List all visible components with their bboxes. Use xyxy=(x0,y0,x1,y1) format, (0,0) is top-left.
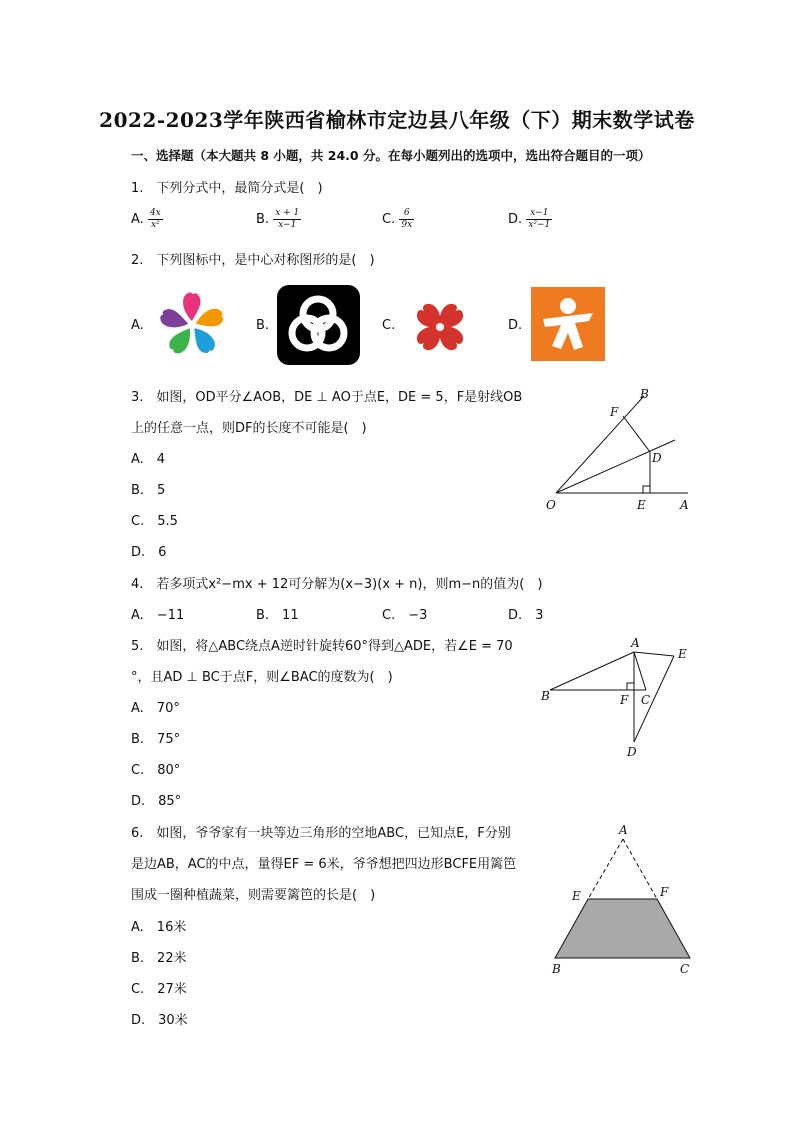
q5-option-c[interactable]: C. 80° xyxy=(131,763,181,778)
q3-option-c[interactable]: C. 5.5 xyxy=(131,514,178,529)
fraction: $\frac{4x}{\text{x²}}$ xyxy=(149,208,161,230)
label-f: F xyxy=(660,885,669,899)
q3-figure xyxy=(540,382,700,521)
q6-option-d[interactable]: D. 30米 xyxy=(131,1013,188,1028)
label-a: A xyxy=(631,636,640,650)
fraction: $\frac{6}{9x}$ xyxy=(401,208,413,230)
q3-option-b[interactable]: B. 5 xyxy=(131,483,166,498)
hearts-flower-icon xyxy=(153,288,231,366)
q1-option-b[interactable]: B. $\frac{x + 1}{x-1}$ xyxy=(256,208,300,230)
q4-stem: 4. 若多项式x²−mx + 12可分解为(x−3)(x + n)，则m−n的值为( ) xyxy=(131,577,543,592)
q5-figure xyxy=(538,632,698,766)
q1-option-a[interactable]: A. $\frac{4x}{\text{x²}}$ xyxy=(131,208,161,230)
label-e: E xyxy=(572,889,581,903)
q5-stem-line2: °，且AD ⊥ BC于点F，则∠BAC的度数为( ) xyxy=(131,670,393,685)
q1-option-c[interactable]: C. $\frac{6}{9x}$ xyxy=(382,208,413,230)
label-d: D xyxy=(627,745,637,759)
q6-stem-line3: 围成一圈种植蔬菜，则需要篱笆的长是( ) xyxy=(131,888,376,903)
label-b: B xyxy=(640,387,649,401)
q2-option-c-label[interactable]: C. xyxy=(382,318,396,333)
q2-stem: 2. 下列图标中，是中心对称图形的是( ) xyxy=(131,253,375,268)
q5-option-b[interactable]: B. 75° xyxy=(131,732,181,747)
q4-option-d[interactable]: D. 3 xyxy=(508,608,544,623)
label-d: D xyxy=(652,451,662,465)
label-c: C xyxy=(641,693,651,707)
q6-option-a[interactable]: A. 16米 xyxy=(131,920,187,935)
label-b: B xyxy=(541,689,550,703)
four-hearts-icon xyxy=(403,290,477,368)
q4-option-b[interactable]: B. 11 xyxy=(256,608,299,623)
label-a: A xyxy=(680,498,689,512)
label-a: A xyxy=(619,823,628,837)
page-title: 2022-2023学年陕西省榆林市定边县八年级（下）期末数学试卷 xyxy=(99,108,695,132)
q2-option-b-label[interactable]: B. xyxy=(256,318,270,333)
section-heading: 一、选择题（本大题共 8 小题，共 24.0 分。在每小题列出的选项中，选出符合题目的一项） xyxy=(131,148,651,163)
q4-option-c[interactable]: C. −3 xyxy=(382,608,428,623)
q6-stem-line2: 是边AB，AC的中点，量得EF = 6米，爷爷想把四边形BCFE用篱笆 xyxy=(131,857,517,872)
label-f: F xyxy=(610,405,619,419)
q5-stem-line1: 5. 如图，将△ABC绕点A逆时针旋转60°得到△ADE，若∠E = 70 xyxy=(131,639,513,654)
orange-person-icon xyxy=(531,287,605,365)
q6-option-c[interactable]: C. 27米 xyxy=(131,982,187,997)
q3-option-a[interactable]: A. 4 xyxy=(131,452,166,467)
q2-option-d-label[interactable]: D. xyxy=(508,318,523,333)
q1-stem: 1. 下列分式中，最简分式是( ) xyxy=(131,181,323,196)
label-f: F xyxy=(620,693,629,707)
label-o: O xyxy=(546,498,556,512)
q6-stem-line1: 6. 如图，爷爷家有一块等边三角形的空地ABC，已知点E，F分别 xyxy=(131,826,511,841)
label-e: E xyxy=(637,498,646,512)
label-b: B xyxy=(552,962,561,976)
q6-figure xyxy=(545,820,705,984)
q2-option-a-label[interactable]: A. xyxy=(131,318,144,333)
label-e: E xyxy=(678,647,687,661)
q3-stem-line1: 3. 如图，OD平分∠AOB，DE ⊥ AO于点E，DE = 5，F是射线OB xyxy=(131,390,523,405)
fraction: $\frac{x + 1}{x-1}$ xyxy=(275,208,300,230)
q3-option-d[interactable]: D. 6 xyxy=(131,545,167,560)
label-c: C xyxy=(680,962,690,976)
q5-option-d[interactable]: D. 85° xyxy=(131,794,182,809)
q3-stem-line2: 上的任意一点，则DF的长度不可能是( ) xyxy=(131,421,367,436)
q6-option-b[interactable]: B. 22米 xyxy=(131,951,187,966)
q5-option-a[interactable]: A. 70° xyxy=(131,701,180,716)
q1-option-d[interactable]: D. $\frac{x-1}{\text{x²−1}}$ xyxy=(508,208,551,230)
fraction: $\frac{x-1}{\text{x²−1}}$ xyxy=(528,208,551,230)
trefoil-knot-icon xyxy=(277,285,360,369)
q4-option-a[interactable]: A. −11 xyxy=(131,608,185,623)
